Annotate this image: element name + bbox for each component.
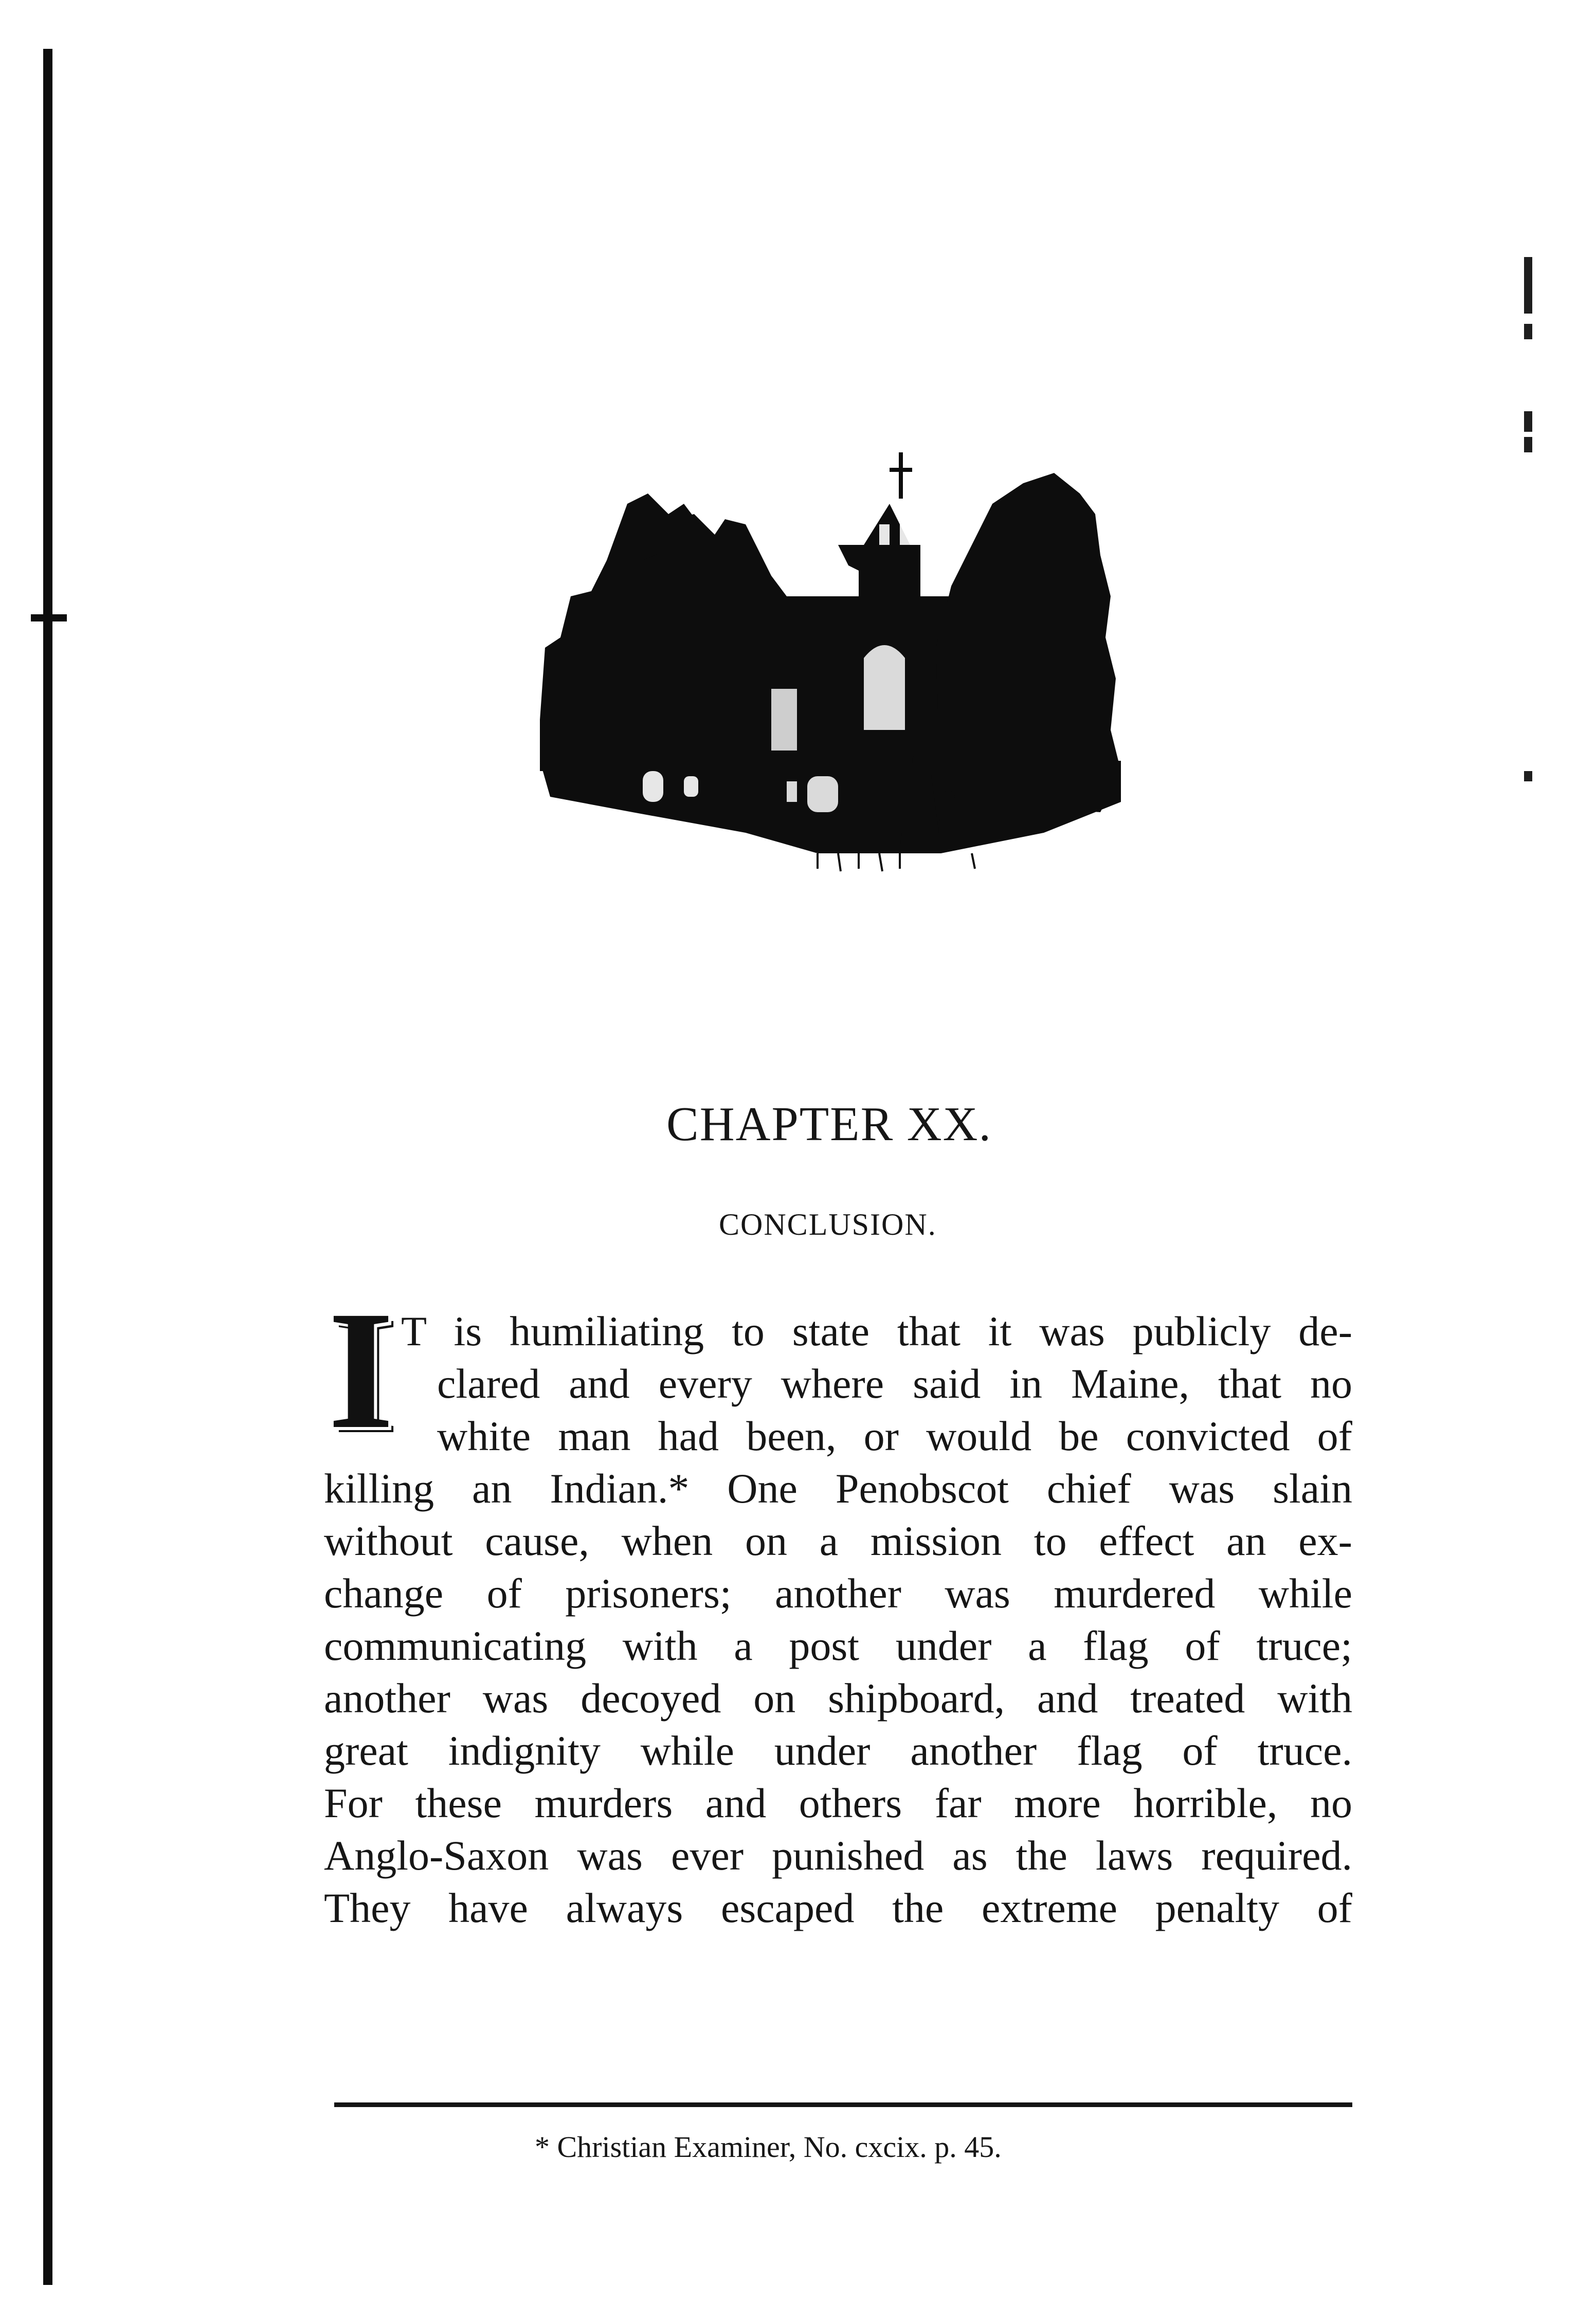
text-line: killing an Indian.* One Penobscot chief was slain [324, 1465, 1352, 1512]
margin-speck [1524, 324, 1532, 339]
drop-cap: I [328, 1276, 394, 1464]
binding-edge [43, 49, 52, 2285]
footnote-rule [334, 2102, 1352, 2107]
text-line: clared and every where said in Maine, that no [437, 1360, 1352, 1407]
text-line: great indignity while under another flag of truce. [324, 1727, 1352, 1774]
text-line: another was decoyed on shipboard, and treated with [324, 1675, 1352, 1722]
church-vignette-illustration [530, 442, 1126, 874]
margin-speck [1524, 411, 1532, 432]
chapter-title: CHAPTER XX. [666, 1097, 992, 1151]
text-line: without cause, when on a mission to effect an ex- [324, 1517, 1352, 1564]
text-line: white man had been, or would be convicted of [437, 1413, 1352, 1459]
margin-speck [1524, 437, 1532, 452]
text-line: They have always escaped the extreme penalty of [324, 1884, 1352, 1931]
margin-speck [1524, 257, 1532, 314]
text-line: change of prisoners; another was murdered while [324, 1570, 1352, 1617]
text-line: Anglo-Saxon was ever punished as the laws required. [324, 1832, 1352, 1879]
chapter-subtitle: CONCLUSION. [719, 1207, 937, 1241]
text-line: For these murders and others far more horrible, no [324, 1780, 1352, 1826]
footnote: * Christian Examiner, No. cxcix. p. 45. [535, 2130, 1002, 2164]
text-line: communicating with a post under a flag of truce; [324, 1622, 1352, 1669]
binding-mark [31, 614, 67, 621]
text-line: T is humiliating to state that it was publicly de- [401, 1308, 1352, 1355]
margin-speck [1524, 771, 1532, 781]
